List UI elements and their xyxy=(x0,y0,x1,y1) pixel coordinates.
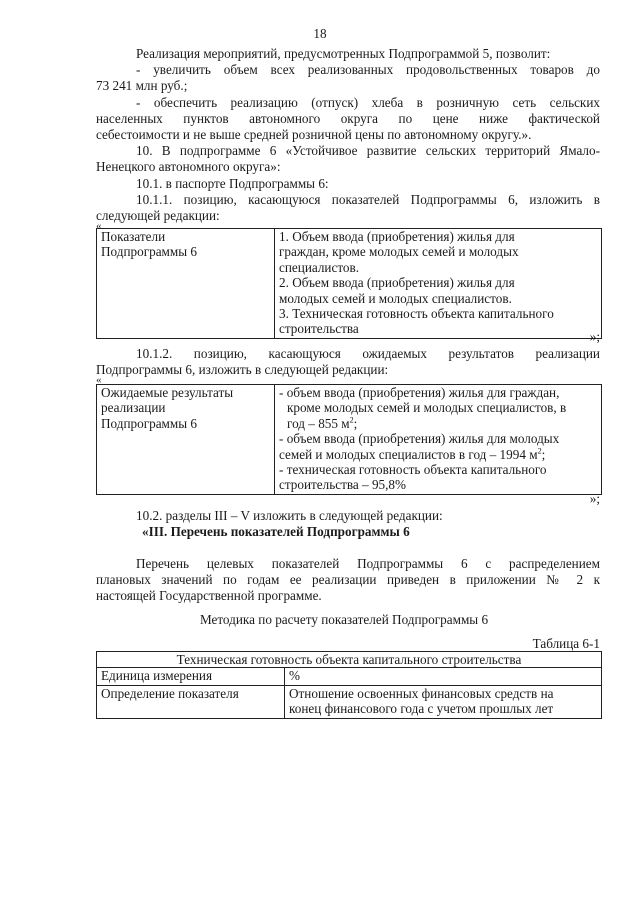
section3-heading: «III. Перечень показателей Подпрограммы 6 xyxy=(142,524,410,539)
expected-results-line-3 xyxy=(279,416,598,431)
expected-results-line-5-sup: 2 xyxy=(537,446,542,456)
intro-line-10: 10.1.1. позицию, касающуюся показателей Подпрограммы 6, изложить в xyxy=(136,192,600,207)
intro-line-8: Ненецкого автономного округа»: xyxy=(96,159,281,174)
method-table xyxy=(96,651,602,719)
section3-para-line-2: плановых значений по годам ее реализации приведен в приложении № 2 к xyxy=(96,572,600,587)
page-number: 18 xyxy=(313,26,327,41)
unit-value-cell: % xyxy=(285,668,602,685)
intro-line-4: - обеспечить реализацию (отпуск) хлеба в розничную сеть сельских xyxy=(136,95,600,110)
definition-value-line-2: конец финансового года с учетом прошлых лет xyxy=(289,701,554,717)
expected-results-line-5 xyxy=(279,447,598,462)
expected-results-line-4: - объем ввода (приобретения) жилья для молодых xyxy=(279,431,560,447)
indicators-value-line-3: специалистов. xyxy=(279,259,360,275)
table-label: Таблица 6-1 xyxy=(532,636,600,651)
open-quote-2: « xyxy=(96,374,102,386)
section2-line-1: 10.1.2. позицию, касающуюся ожидаемых результатов реализации xyxy=(136,346,600,361)
indicators-value-line-2: граждан, кроме молодых семей и молодых xyxy=(279,244,519,260)
section3-line-1: 10.2. разделы III – V изложить в следующей редакции: xyxy=(136,508,443,523)
method-title: Методика по расчету показателей Подпрограммы 6 xyxy=(199,612,489,627)
section2-line-2: Подпрограммы 6, изложить в следующей редакции: xyxy=(96,362,389,377)
expected-results-line-5-text: семей и молодых специалистов в год – 1994 м xyxy=(279,446,538,462)
intro-line-11: следующей редакции: xyxy=(96,208,220,223)
expected-results-label-cell xyxy=(97,385,275,495)
expected-results-line-3-sup: 2 xyxy=(349,415,354,425)
expected-results-label-line-2: реализации xyxy=(101,400,166,416)
expected-results-line-5-end: ; xyxy=(541,446,546,462)
expected-results-line-7: строительства – 95,8% xyxy=(279,477,407,493)
section3-para-line-3: настоящей Государственной программе. xyxy=(96,588,322,603)
indicators-value-cell xyxy=(275,229,602,339)
unit-label-cell: Единица измерения xyxy=(97,668,285,685)
indicators-table xyxy=(96,228,602,339)
definition-value-cell xyxy=(285,685,602,718)
intro-line-2: - увеличить объем всех реализованных продовольственных товаров до xyxy=(136,62,600,77)
intro-line-7: 10. В подпрограмме 6 «Устойчивое развитие сельских территорий Ямало- xyxy=(136,143,600,158)
section3-para-line-1: Перечень целевых показателей Подпрограммы 6 с распределением xyxy=(136,556,600,571)
expected-results-label-line-1: Ожидаемые результаты xyxy=(101,385,234,400)
expected-results-label-line-3: Подпрограммы 6 xyxy=(101,415,197,431)
intro-line-3: 73 241 млн руб.; xyxy=(96,78,188,93)
indicators-label-line-1: Показатели xyxy=(101,229,166,244)
indicators-value-line-5: молодых семей и молодых специалистов. xyxy=(279,290,512,306)
indicators-value-line-6: 3. Техническая готовность объекта капитального xyxy=(279,306,554,322)
open-quote-1: « xyxy=(96,220,102,232)
method-table-header: Техническая готовность объекта капитального строительства xyxy=(97,652,602,668)
intro-line-1: Реализация мероприятий, предусмотренных Подпрограммой 5, позволит: xyxy=(136,46,551,61)
indicators-label-cell xyxy=(97,229,275,339)
definition-label-cell: Определение показателя xyxy=(97,685,285,718)
expected-results-line-3-text: год – 855 м xyxy=(287,415,350,431)
expected-results-value-cell xyxy=(275,385,602,495)
indicators-value-line-7: строительства xyxy=(279,321,359,337)
intro-line-6: себестоимости и не выше средней розничной цены по автономному округу.». xyxy=(96,127,532,142)
expected-results-table xyxy=(96,384,602,495)
expected-results-line-6: - техническая готовность объекта капитального xyxy=(279,462,547,478)
definition-value-line-1: Отношение освоенных финансовых средств на xyxy=(289,685,554,701)
expected-results-line-3-end: ; xyxy=(353,415,358,431)
indicators-label-line-2: Подпрограммы 6 xyxy=(101,244,197,260)
close-quote-2: »; xyxy=(589,491,600,506)
expected-results-line-1: - объем ввода (приобретения) жилья для граждан, xyxy=(279,385,560,400)
indicators-value-line-1: 1. Объем ввода (приобретения) жилья для xyxy=(279,229,515,244)
intro-line-5: населенных пунктов автономного округа по цене ниже фактической xyxy=(96,111,600,126)
intro-line-9: 10.1. в паспорте Подпрограммы 6: xyxy=(136,176,329,191)
close-quote-1: »; xyxy=(589,329,600,344)
indicators-value-line-4: 2. Объем ввода (приобретения) жилья для xyxy=(279,275,515,291)
expected-results-line-2: кроме молодых семей и молодых специалистов, в xyxy=(287,400,567,416)
